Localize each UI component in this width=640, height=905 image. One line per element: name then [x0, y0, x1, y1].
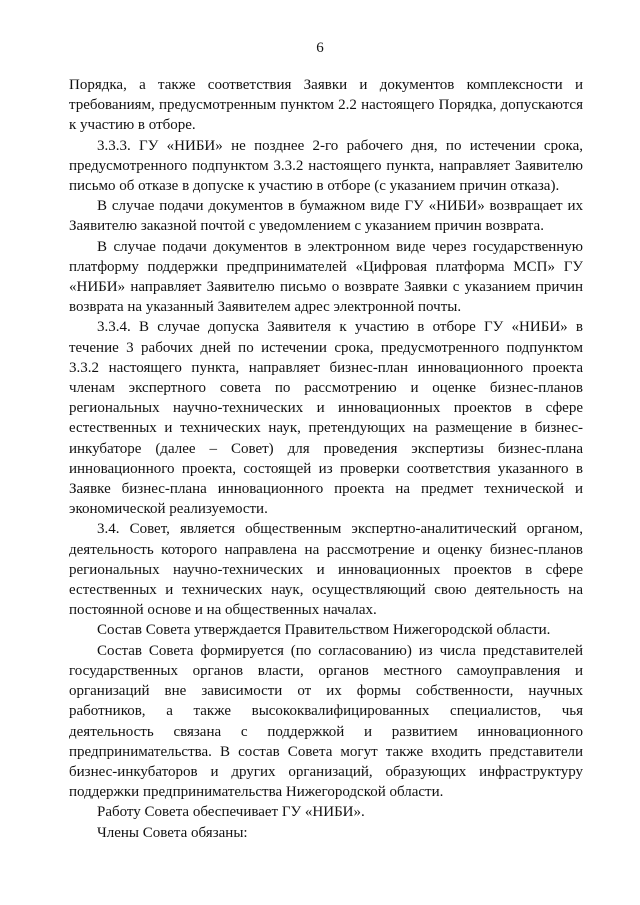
paragraph-continuation: Порядка, а также соответствия Заявки и документов комплексности и требованиям, предусмотренным пунктом 2.2 настоящего Порядка, допускаются к участию в отборе.	[69, 77, 583, 134]
paragraph-3-3-3: 3.3.3. ГУ «НИБИ» не позднее 2-го рабочего дня, по истечении срока, предусмотренного подпунктом 3.3.2 настоящего пункта, направляет Заявителю письмо об отказе в допуске к участию в отборе (с указанием причин отказа).	[69, 137, 583, 195]
paragraph-electronic-submission: В случае подачи документов в электронном виде через государственную платформу поддержки предпринимателей «Цифровая платформа МСП» ГУ «НИБИ» направляет Заявителю письмо о возврате Заявки с указанием причин возврата на указанный Заявителем адрес электронной почты.	[69, 238, 583, 316]
paragraph-paper-submission: В случае подачи документов в бумажном виде ГУ «НИБИ» возвращает их Заявителю заказной почтой с уведомлением с указанием причин возврата.	[69, 198, 583, 235]
paragraph-council-approval: Состав Совета утверждается Правительством Нижегородской области.	[97, 622, 551, 639]
paragraph-3-4: 3.4. Совет, является общественным экспертно-аналитический органом, деятельность которого направлена на рассмотрение и оценку бизнес-планов региональных научно-технических и инновационных проектов в сфере естественных и технических наук, осуществляющий свою деятельность на постоянной основе и на общественных началах.	[69, 521, 583, 619]
paragraph-council-support: Работу Совета обеспечивает ГУ «НИБИ».	[97, 804, 365, 821]
paragraph-3-3-4: 3.3.4. В случае допуска Заявителя к участию в отборе ГУ «НИБИ» в течение 3 рабочих дней по истечении срока, предусмотренного подпунктом 3.3.2 настоящего пункта, направляет бизнес-план инновационного проекта членам экспертного совета по рассмотрению и оценке бизнес-планов региональных научно-технических и инновационных проектов в сфере естественных и технических наук, претендующих на размещение в бизнес-инкубаторе (далее – Совет) для проведения экспертизы бизнес-плана инновационного проекта, состоящей из проверки соответствия указанного в Заявке бизнес-плана инновационного проекта на предмет технической и экономической реализуемости.	[69, 319, 583, 518]
paragraph-council-duties: Члены Совета обязаны:	[97, 824, 248, 841]
paragraph-council-composition: Состав Совета формируется (по согласованию) из числа представителей государственных органов власти, органов местного самоуправления и организаций вне зависимости от их формы собственности, научных работников, а также высококвалифицированных специалистов, чья деятельность связана с поддержкой и развитием инновационного предпринимательства. В состав Совета могут также входить представители бизнес-инкубаторов и других организаций, образующих инфраструктуру поддержки предпринимательства Нижегородской области.	[69, 642, 583, 801]
page-number: 6	[316, 40, 324, 56]
document-body	[69, 75, 583, 843]
